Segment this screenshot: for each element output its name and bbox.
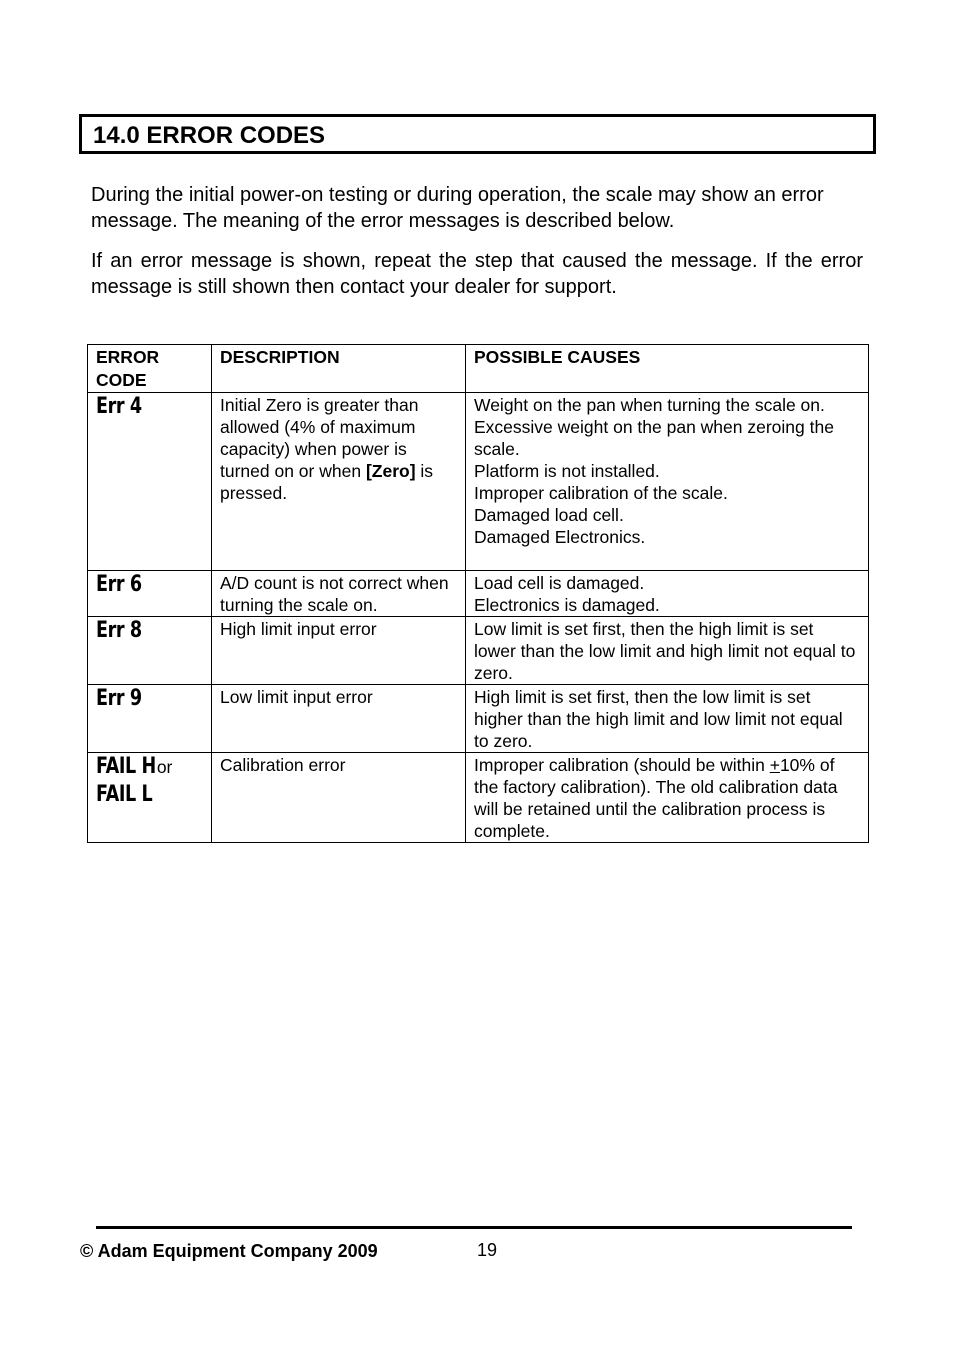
- cause-item: High limit is set first, then the low limit is set higher than the high limit and low limit not equal to zero.: [474, 687, 843, 751]
- error-code-alt: FAIL L: [96, 782, 153, 807]
- section-title: 14.0 ERROR CODES: [93, 122, 326, 149]
- footer-copyright: © Adam Equipment Company 2009: [80, 1241, 378, 1261]
- cause-item: Load cell is damaged.: [474, 573, 645, 593]
- table-row: [88, 571, 869, 617]
- causes-cell: [466, 685, 869, 753]
- description-cell: Calibration error: [212, 753, 466, 843]
- cause-item: Platform is not installed.: [474, 461, 660, 481]
- cause-item: Damaged Electronics.: [474, 527, 646, 547]
- error-code: Err 6: [96, 572, 142, 597]
- plus-minus-sign: +: [769, 755, 780, 775]
- header-error-code-line2: CODE: [96, 370, 147, 390]
- error-code: Err 8: [96, 618, 142, 643]
- intro-paragraph-1: During the initial power-on testing or during operation, the scale may show an error message. The meaning of the error messages is described below.: [91, 184, 824, 232]
- description-text: Initial Zero is greater than allowed (4% of maximum capacity) when power is turned on or when: [220, 395, 419, 481]
- error-code-cell: [88, 393, 212, 571]
- description-cell: A/D count is not correct when turning the scale on.: [212, 571, 466, 617]
- error-code: FAIL H: [96, 754, 156, 779]
- error-code-cell: [88, 685, 212, 753]
- description-cell: Low limit input error: [212, 685, 466, 753]
- zero-key-label: [Zero]: [365, 461, 416, 481]
- cause-item: Excessive weight on the pan when zeroing the scale.: [474, 417, 834, 459]
- header-description: DESCRIPTION: [212, 345, 466, 393]
- description-cell: High limit input error: [212, 617, 466, 685]
- error-code-cell: [88, 571, 212, 617]
- causes-cell: [466, 753, 869, 843]
- table-row: [88, 753, 869, 843]
- table-row: [88, 617, 869, 685]
- description-text-end: is pressed.: [220, 461, 434, 503]
- footer-divider: [96, 1226, 852, 1229]
- causes-cell: [466, 393, 869, 571]
- error-codes-table: [87, 344, 869, 843]
- error-code-cell: [88, 753, 212, 843]
- cause-item: Improper calibration of the scale.: [474, 483, 728, 503]
- error-code: Err 4: [96, 394, 142, 419]
- error-code-cell: [88, 617, 212, 685]
- cause-item: Electronics is damaged.: [474, 595, 660, 615]
- causes-cell: [466, 617, 869, 685]
- cause-text-end: 10% of the factory calibration). The old calibration data will be retained until the calibration process is complete.: [474, 755, 838, 841]
- section-header: [79, 114, 876, 154]
- description-cell: [212, 393, 466, 571]
- intro-paragraph-2: If an error message is shown, repeat the step that caused the message. If the error message is still shown then contact your dealer for support.: [91, 250, 863, 298]
- cause-item: Low limit is set first, then the high limit is set lower than the low limit and high limit not equal to zero.: [474, 619, 856, 683]
- error-code: Err 9: [96, 686, 142, 711]
- error-code-or: or: [156, 757, 173, 777]
- header-error-code-line1: ERROR: [96, 347, 160, 367]
- page-number: 19: [477, 1240, 498, 1260]
- header-error-code: [88, 345, 212, 393]
- cause-item: Weight on the pan when turning the scale on.: [474, 395, 825, 415]
- header-possible-causes: POSSIBLE CAUSES: [466, 345, 869, 393]
- cause-item: Damaged load cell.: [474, 505, 624, 525]
- table-row: [88, 393, 869, 571]
- table-header-row: [88, 345, 869, 393]
- cause-text: Improper calibration (should be within: [474, 755, 770, 775]
- table-row: [88, 685, 869, 753]
- causes-cell: [466, 571, 869, 617]
